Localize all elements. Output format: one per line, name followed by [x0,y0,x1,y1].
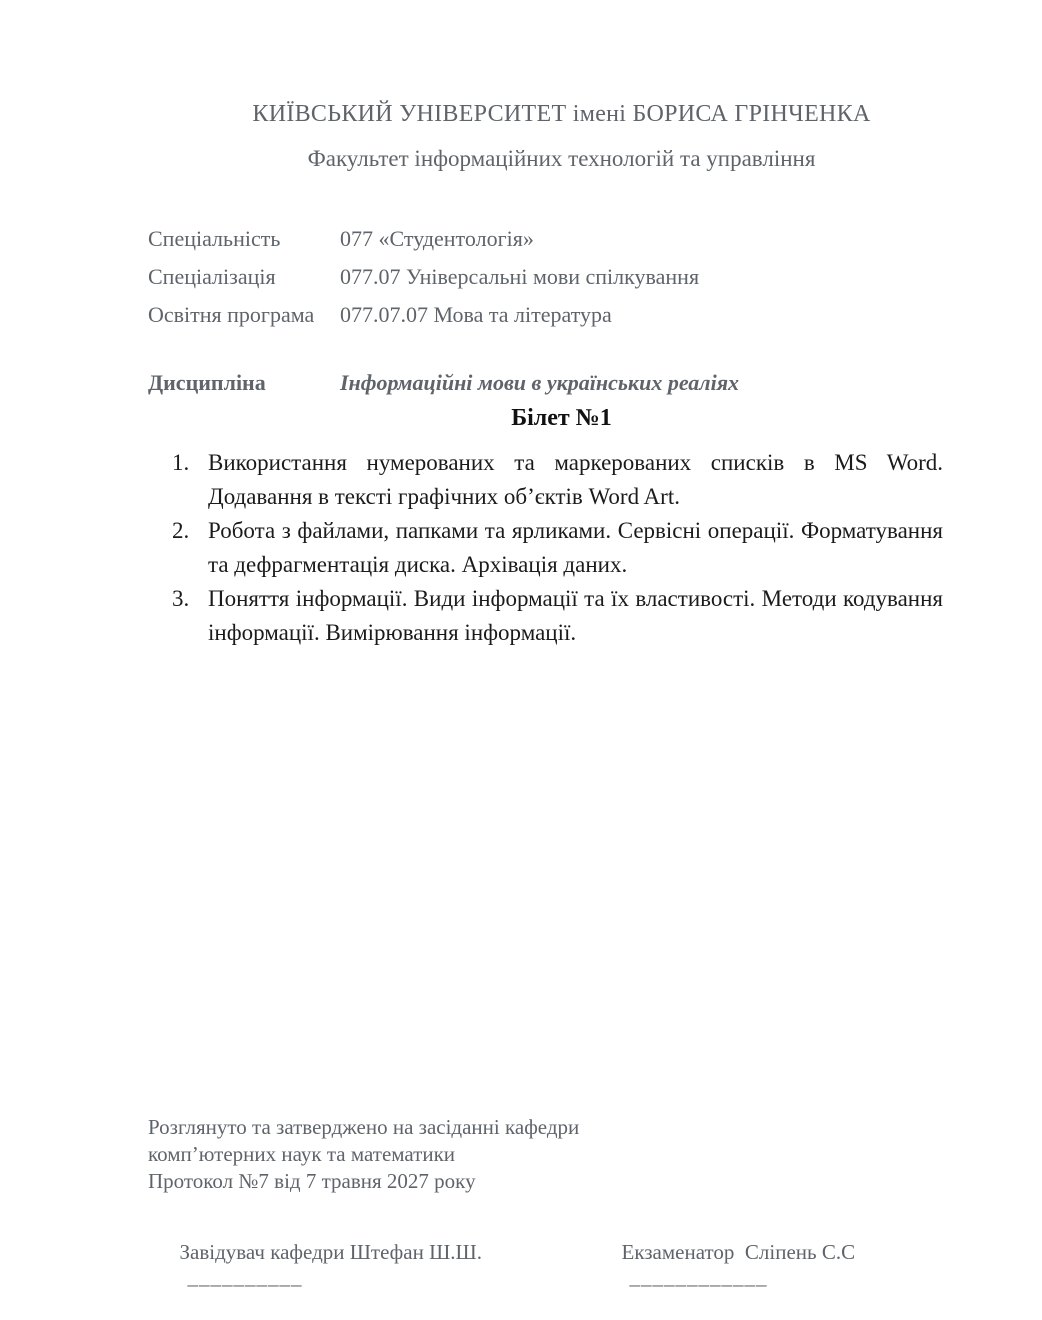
faculty-subtitle: Факультет інформаційних технологій та управління [307,146,816,171]
question-number: 1. [172,450,190,475]
details-block [148,227,975,341]
signature-examiner [590,1215,855,1315]
signature-head-underline: __________ [187,1265,303,1289]
questions-list [148,446,943,650]
signature-head [148,1215,482,1315]
signature-examiner-label: Екзаменатор Сліпень С.С [621,1240,856,1264]
question-number: 2. [172,518,190,543]
details-value-specialization: 077.07 Універсальні мови спілкування [340,264,700,289]
discipline-label: Дисципліна [148,370,266,395]
details-row [148,303,975,327]
discipline-value: Інформаційні мови в українських реаліях [340,370,740,395]
question-text: Робота з файлами, папками та ярликами. Сервісні операції. Форматування та дефрагментація диска. Архівація даних. [208,518,943,577]
details-row [148,227,975,251]
signature-head-label: Завідувач кафедри Штефан Ш.Ш. [179,1240,482,1264]
signatures-row [148,1215,975,1289]
approval-line-1: Розглянуто та затверджено на засіданні кафедри [148,1115,580,1139]
question-item [148,582,943,650]
details-label-program: Освітня програма [148,302,315,327]
question-item [148,514,943,582]
ticket-title: Білет №1 [511,405,612,431]
question-text: Використання нумерованих та маркерованих списків в MS Word. Додавання в тексті графічних об’єктів Word Art. [208,450,943,509]
approval-line-3: Протокол №7 від 7 травня 2027 року [148,1169,476,1193]
question-number: 3. [172,586,190,611]
discipline-row [148,371,975,395]
details-label-specialty: Спеціальність [148,226,281,251]
university-title: КИЇВСЬКИЙ УНІВЕРСИТЕТ імені БОРИСА ГРІНЧЕНКА [252,101,871,127]
approval-line-2: комп’ютерних наук та математики [148,1142,456,1166]
details-row [148,265,975,289]
signature-examiner-underline: ____________ [629,1265,768,1289]
details-value-program: 077.07.07 Мова та література [340,302,612,327]
question-item [148,446,943,514]
question-text: Поняття інформації. Види інформації та їх властивості. Методи кодування інформації. Вимірювання інформації. [208,586,943,645]
details-value-specialty: 077 «Студентологія» [340,226,534,251]
details-label-specialization: Спеціалізація [148,264,276,289]
approval-block [148,1114,975,1195]
